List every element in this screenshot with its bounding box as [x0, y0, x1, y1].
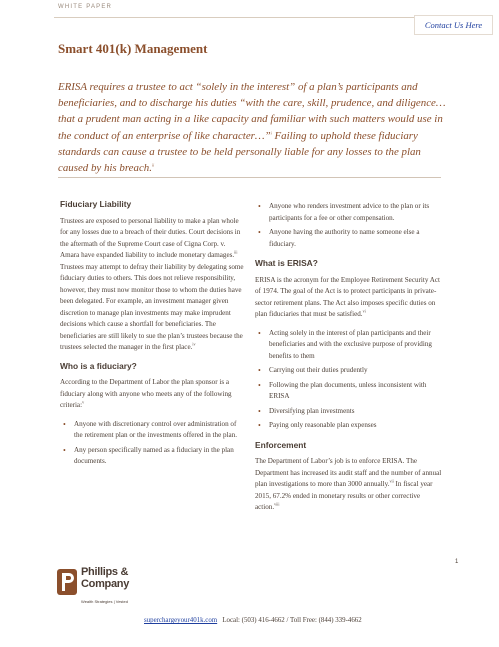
footnote-ref: iv [192, 341, 196, 347]
fiduciary-liability-paragraph [60, 216, 245, 354]
toll-free-phone: Toll Free: (844) 339-4662 [289, 617, 362, 624]
footer [144, 617, 474, 624]
erisa-duties-list [255, 328, 445, 432]
logo-tagline: Wealth Strategies | Vested [81, 599, 128, 604]
footnote-ref: viii [274, 501, 280, 507]
footnote-ref: v [82, 399, 85, 405]
footnote-ref: vii [389, 478, 394, 484]
list-item: • Diversifying plan investments [255, 406, 445, 418]
website-link[interactable]: superchargeyour401k.com [144, 617, 218, 624]
list-item: • Any person specifically named as a fiduciary in the plan documents. [60, 445, 245, 468]
paragraph-text: Trustees may attempt to defray their liability by delegating some fiduciary duties to others. This does not relieve responsibility, however, they must now monitor those to whom the duties have been delegated. For example, an investment manager given discretion to manage plan investments may make imprudent decisions which cause a shortfall for beneficiaries. The beneficiaries are still likely to sue the plan’s trustees because the trustees selected the manager in the first place. [60, 262, 244, 351]
list-item: • Paying only reasonable plan expenses [255, 420, 445, 432]
logo-line-1: Phillips & [81, 566, 129, 578]
paragraph-text: ERISA is the acronym for the Employee Retirement Security Act of 1974. The goal of the Act is to protect participants in private-sector retirement plans. The Act also imposes specific duties on plan fiduciaries that must be satisfied. [255, 275, 440, 318]
who-is-fiduciary-paragraph [60, 377, 245, 412]
right-column [255, 201, 445, 521]
logo-wordmark [81, 566, 129, 590]
erisa-paragraph [255, 275, 445, 321]
paragraph-text: According to the Department of Labor the plan sponsor is a fiduciary along with anyone who meets any of the following criteria: [60, 378, 232, 409]
local-phone: Local: (503) 416-4662 [222, 617, 285, 624]
company-logo [57, 566, 129, 612]
footer-separator: / [284, 617, 290, 624]
intro-quote [58, 79, 448, 176]
list-item: • Anyone who renders investment advice to the plan or its participants for a fee or other compensation. [255, 201, 445, 224]
paragraph-text: Trustees are exposed to personal liability to make a plan whole for any losses due to a breach of their duties. Court decisions in the aftermath of the Supreme Court case of Cigna Corp. v. Amara have expanded liability to include monetary damages. [60, 216, 241, 259]
enforcement-paragraph [255, 456, 445, 514]
footnote-ref: ii [151, 162, 155, 168]
footnote-ref: iii [234, 249, 238, 255]
enforcement-heading: Enforcement [255, 439, 307, 450]
top-rule [54, 17, 455, 18]
footnote-ref: i [270, 129, 272, 135]
doc-type-label: WHITE PAPER [58, 4, 113, 10]
what-is-erisa-heading: What is ERISA? [255, 258, 318, 268]
list-item: • Acting solely in the interest of plan participants and their beneficiaries and with the exclusive purpose of providing benefits to them [255, 328, 445, 363]
footnote-ref: vi [362, 308, 366, 314]
fiduciary-criteria-list [60, 419, 245, 468]
who-is-fiduciary-heading: Who is a fiduciary? [60, 360, 137, 371]
list-item: • Carrying out their duties prudently [255, 365, 445, 377]
list-item: • Following the plan documents, unless inconsistent with ERISA [255, 380, 445, 403]
contact-us-link[interactable]: Contact Us Here [414, 15, 493, 35]
section-divider [58, 177, 441, 178]
page-title: Smart 401(k) Management [58, 41, 208, 56]
list-item: • Anyone with discretionary control over administration of the retirement plan or the investments offered in the plan. [60, 419, 245, 442]
fiduciary-criteria-list-continued [255, 201, 445, 250]
paragraph-text: In fiscal year 2015, 67.2% ended in monetary results or other corrective action. [255, 480, 433, 511]
paragraph-text: The Department of Labor’s job is to enforce ERISA. The Department has increased its audit staff and the number of annual plan investigations to more than 3000 annually. [255, 457, 442, 488]
logo-line-2: Company [81, 578, 130, 590]
left-column [60, 199, 245, 471]
fiduciary-liability-heading: Fiduciary Liability [60, 199, 132, 209]
intro-text: ERISA requires a trustee to act “solely in the interest” of a plan’s participants and beneficiaries, and to discharge his duties “with the care, skill, prudence, and diligence…that a prudent man acting in a like capacity and familiar with such matters would use in the conduct of an enterprise of like character…” [58, 81, 446, 142]
logo-mark-icon [57, 569, 77, 595]
list-item: • Anyone having the authority to name someone else a fiduciary. [255, 227, 445, 250]
intro-text-2: Failing to uphold these fiduciary standards can cause a trustee to be held personally liable for any losses to the plan caused by his breach. [58, 129, 421, 175]
page-number: 1 [455, 559, 459, 565]
